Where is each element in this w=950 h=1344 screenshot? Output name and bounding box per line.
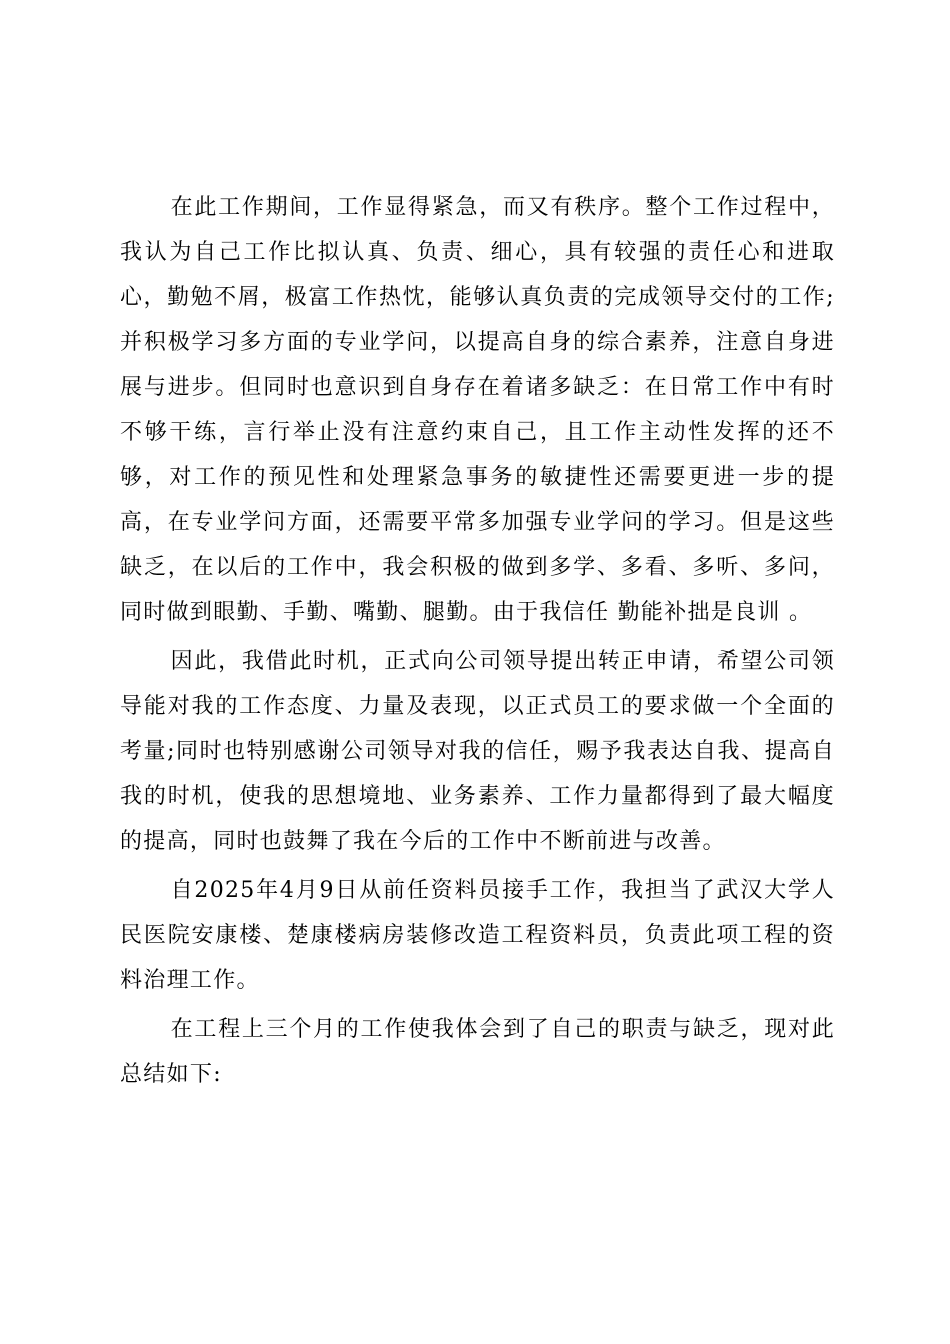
document-body [120, 185, 835, 1101]
paragraph-summary-intro: 在工程上三个月的工作使我体会到了自己的职责与缺乏，现对此总结如下: [120, 1017, 835, 1087]
paragraph-job-handover: 自2025年4月9日从前任资料员接手工作，我担当了武汉大学人民医院安康楼、楚康楼病房装修改造工程资料员，负责此项工程的资料治理工作。 [120, 878, 835, 993]
paragraph-self-assessment: 在此工作期间，工作显得紧急，而又有秩序。整个工作过程中，我认为自己工作比拟认真、负责、细心，具有较强的责任心和进取心，勤勉不屑，极富工作热忱，能够认真负责的完成领导交付的工作;并积极学习多方面的专业学问，以提高自身的综合素养，注意自身进展与进步。但同时也意识到自身存在着诸多缺乏：在日常工作中有时不够干练，言行举止没有注意约束自己，且工作主动性发挥的还不够，对工作的预见性和处理紧急事务的敏捷性还需要更进一步的提高，在专业学问方面，还需要平常多加强专业学问的学习。但是这些缺乏，在以后的工作中，我会积极的做到多学、多看、多听、多问，同时做到眼勤、手勤、嘴勤、腿勤。由于我信任 勤能补拙是良训 。 [120, 195, 835, 625]
paragraph-regularization-request: 因此，我借此时机，正式向公司领导提出转正申请，希望公司领导能对我的工作态度、力量及表现，以正式员工的要求做一个全面的考量;同时也特别感谢公司领导对我的信任，赐予我表达自我、提高自我的时机，使我的思想境地、业务素养、工作力量都得到了最大幅度的提高，同时也鼓舞了我在今后的工作中不断前进与改善。 [120, 649, 835, 854]
